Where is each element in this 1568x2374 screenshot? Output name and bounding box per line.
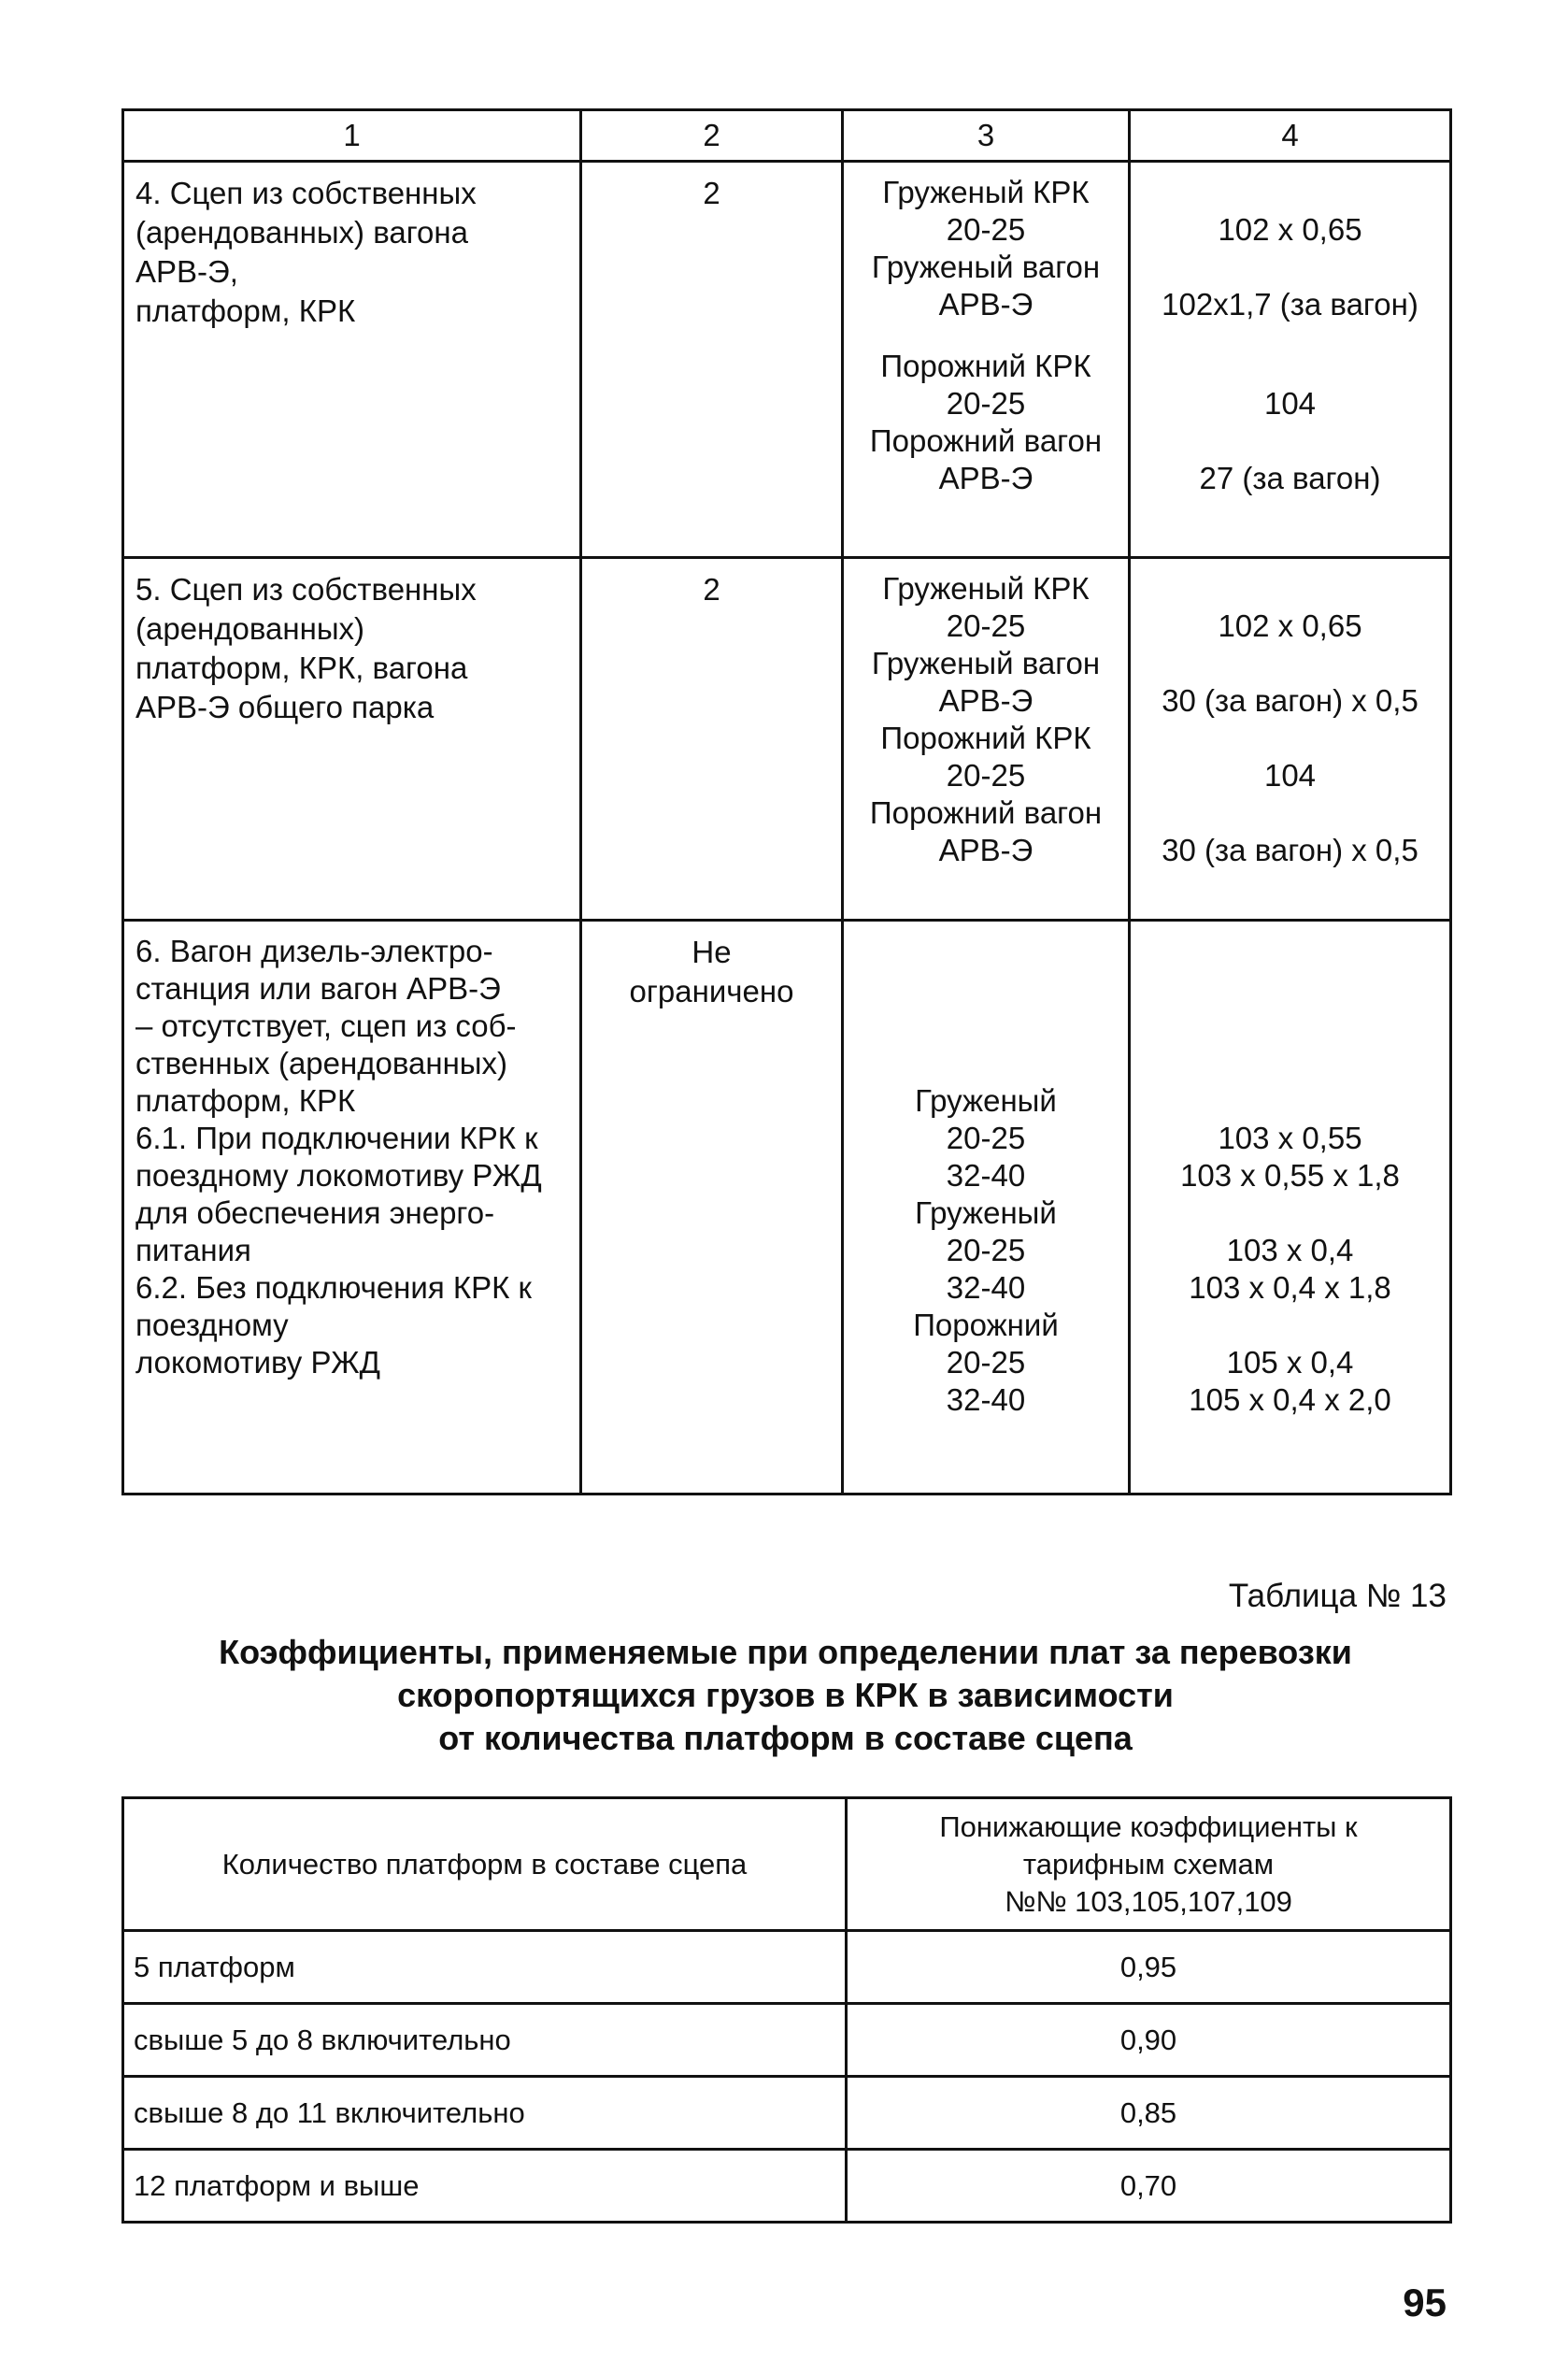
- column-header: Понижающие коэффициенты к тарифным схемам №№ 103,105,107,109: [847, 1798, 1451, 1931]
- row-wagon-types: Груженый КРК 20-25 Груженый вагон АРВ-Э Порожний КРК 20-25 Порожний вагон АРВ-Э: [843, 558, 1130, 921]
- table-header-row: [123, 1798, 1451, 1931]
- table-row: [123, 558, 1451, 921]
- row-count: 2: [581, 162, 843, 558]
- column-header: 3: [843, 110, 1130, 162]
- row-description: 6. Вагон дизель-электро- станция или вагон АРВ-Э – отсутствует, сцеп из соб- ственных (арендованных) платформ, КРК 6.1. При подключении КРК к поездному локомотиву РЖД для обеспечения энерго- питания 6.2. Без подключения КРК к поездному локомотиву РЖД: [123, 921, 581, 1494]
- table-caption: Таблица № 13: [1228, 1578, 1447, 1614]
- row-wagon-types: Груженый КРК 20-25 Груженый вагон АРВ-Э Порожний КРК 20-25 Порожний вагон АРВ-Э: [843, 162, 1130, 558]
- row-tariff-values: 102 х 0,65 30 (за вагон) х 0,5 104 30 (за вагон) х 0,5: [1130, 558, 1451, 921]
- table-row: [123, 2077, 1451, 2150]
- row-description: 4. Сцеп из собственных (арендованных) вагона АРВ-Э, платформ, КРК: [123, 162, 581, 558]
- row-value: 0,70: [847, 2150, 1451, 2223]
- table-row: [123, 2150, 1451, 2223]
- table-continuation: [121, 108, 1452, 1495]
- column-header: 4: [1130, 110, 1451, 162]
- table-title: Коэффициенты, применяемые при определении плат за перевозки скоропортящихся грузов в КРК в зависимости от количества платформ в составе сцепа: [219, 1633, 1352, 1757]
- row-value: 0,95: [847, 1931, 1451, 2004]
- row-tariff-values: 102 х 0,65 102x1,7 (за вагон) 104 27 (за вагон): [1130, 162, 1451, 558]
- table-row: [123, 1931, 1451, 2004]
- row-label: свыше 5 до 8 включительно: [123, 2004, 847, 2077]
- row-label: 12 платформ и выше: [123, 2150, 847, 2223]
- table-row: [123, 162, 1451, 558]
- column-header: Количество платформ в составе сцепа: [123, 1798, 847, 1931]
- column-header: 1: [123, 110, 581, 162]
- row-value: 0,85: [847, 2077, 1451, 2150]
- table-row: [123, 921, 1451, 1494]
- row-label: 5 платформ: [123, 1931, 847, 2004]
- coefficients-table: [121, 1796, 1452, 2224]
- row-count: 2: [581, 558, 843, 921]
- table-header-row: [123, 110, 1451, 162]
- table-row: [123, 2004, 1451, 2077]
- row-tariff-values: 103 х 0,55 103 х 0,55 х 1,8 103 х 0,4 103 х 0,4 х 1,8 105 х 0,4 105 х 0,4 х 2,0: [1130, 921, 1451, 1494]
- row-value: 0,90: [847, 2004, 1451, 2077]
- page-number: 95: [1403, 2281, 1447, 2324]
- row-description: 5. Сцеп из собственных (арендованных) платформ, КРК, вагона АРВ-Э общего парка: [123, 558, 581, 921]
- row-wagon-types: Груженый 20-25 32-40 Груженый 20-25 32-40 Порожний 20-25 32-40: [843, 921, 1130, 1494]
- row-label: свыше 8 до 11 включительно: [123, 2077, 847, 2150]
- column-header: 2: [581, 110, 843, 162]
- row-count: Не ограничено: [581, 921, 843, 1494]
